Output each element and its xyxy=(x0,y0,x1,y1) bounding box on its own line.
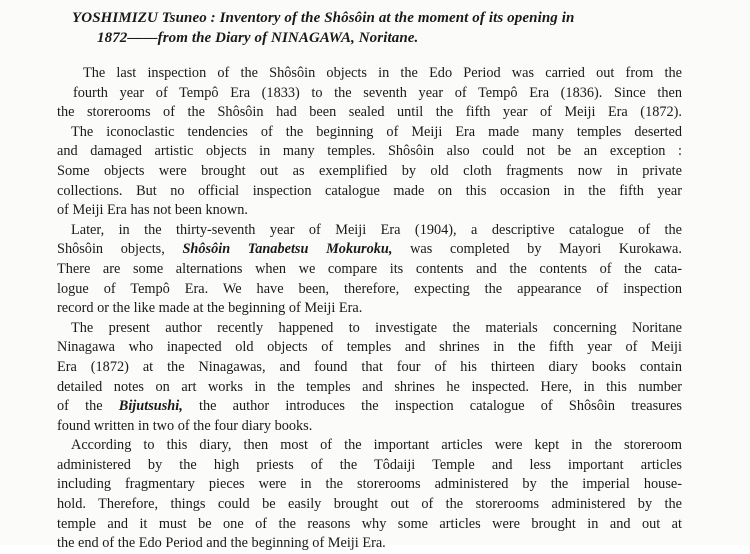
text-line: The present author recently happened to investigate the materials concerning Noritane xyxy=(71,319,682,336)
text-line: record or the like made at the beginning of Meiji Era. xyxy=(57,300,363,317)
text-line: the storerooms of the Shôsôin had been sealed until the fifth year of Meiji Era (1872). xyxy=(57,104,682,121)
paragraph-2 xyxy=(57,123,682,221)
text-line: including fragmentary pieces were in the storerooms administered by the imperial house- xyxy=(57,476,682,493)
text-line: logue of Tempô Era. We have been, therefore, expecting the appearance of inspection xyxy=(57,280,682,297)
text-line: the end of the Edo Period and the beginning of Meiji Era. xyxy=(57,535,386,552)
text-run: Shôsôin objects, xyxy=(57,241,183,258)
text-line: fourth year of Tempô Era (1833) to the seventh year of Tempô Era (1836). Since then xyxy=(73,84,682,101)
text-run: the author introduces the inspection catalogue of Shôsôin treasures xyxy=(182,398,682,415)
text-line: of Meiji Era has not been known. xyxy=(57,202,248,219)
text-line xyxy=(57,397,682,417)
text-line: Ninagawa who inapected old objects of temples and shrines in the fifth year of Meiji xyxy=(57,339,682,356)
text-line: Era (1872) at the Ninagawas, and found that four of his thirteen diary books contain xyxy=(57,358,682,375)
text-line xyxy=(57,240,682,260)
text-run: was completed by Mayori Kurokawa. xyxy=(392,241,682,258)
text-line: collections. But no official inspection catalogue made on this occasion in the fifth year xyxy=(57,182,682,199)
paragraph-3 xyxy=(57,221,682,319)
text-line: found written in two of the four diary books. xyxy=(57,417,313,434)
text-line: hold. Therefore, things could be easily brought out of the storerooms administered by the xyxy=(57,496,682,513)
text-run: of the xyxy=(57,398,119,415)
article-title-line-2: 1872——from the Diary of NINAGAWA, Noritane. xyxy=(97,30,419,46)
text-line: The last inspection of the Shôsôin objects in the Edo Period was carried out from the xyxy=(83,65,682,81)
abstract-body xyxy=(57,64,682,554)
text-line: The iconoclastic tendencies of the beginning of Meiji Era made many temples deserted xyxy=(71,123,682,140)
paragraph-4 xyxy=(57,319,682,437)
paragraph-5 xyxy=(57,436,682,554)
text-line: detailed notes on art works in the temples and shrines he inspected. Here, in this number xyxy=(57,378,682,395)
article-title-line-1: YOSHIMIZU Tsuneo : Inventory of the Shôsôin at the moment of its opening in xyxy=(72,10,575,26)
text-line: temple and it must be one of the reasons why some articles were brought in and out at xyxy=(57,515,682,532)
text-line: Some objects were brought out as exemplified by old cloth fragments now in private xyxy=(57,162,682,179)
book-title: Shôsôin Tanabetsu Mokuroku, xyxy=(182,241,393,258)
paragraph-1 xyxy=(57,64,682,123)
text-line: Later, in the thirty-seventh year of Meiji Era (1904), a descriptive catalogue of the xyxy=(71,221,682,238)
journal-title: Bijutsushi, xyxy=(118,398,183,415)
article-title xyxy=(72,8,712,48)
text-line: There are some alternations when we compare its contents and the contents of the cata- xyxy=(57,260,682,277)
text-line: administered by the high priests of the Tôdaiji Temple and less important articles xyxy=(57,456,682,473)
text-line: and damaged artistic objects in many temples. Shôsôin also could not be an exception : xyxy=(57,143,682,160)
text-line: According to this diary, then most of the important articles were kept in the storeroom xyxy=(71,437,682,454)
